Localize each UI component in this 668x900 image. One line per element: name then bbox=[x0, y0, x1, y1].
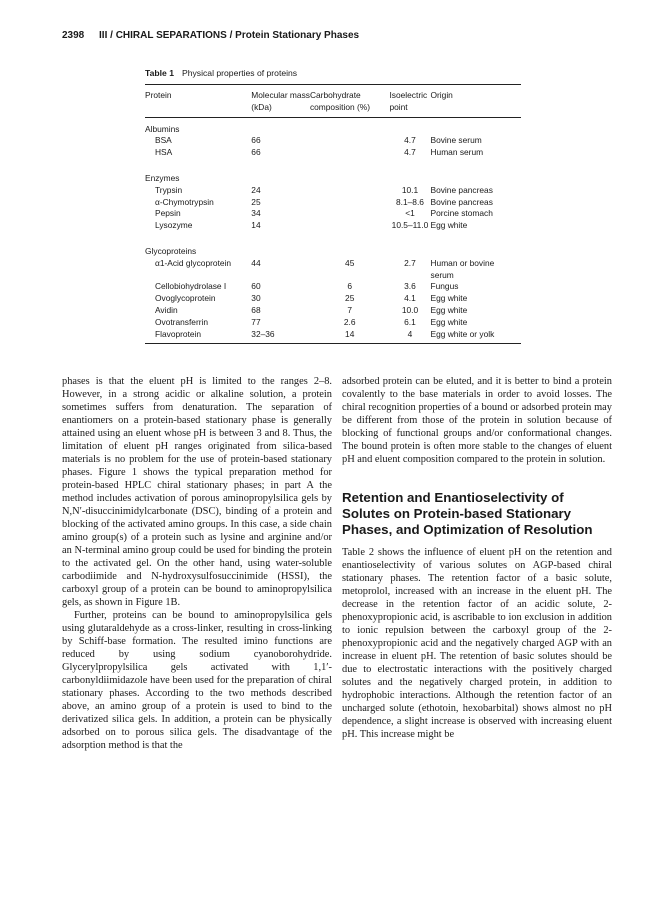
group-heading-row bbox=[145, 124, 521, 136]
paragraph: adsorbed protein can be eluted, and it is better to bind a protein covalently to the base materials in order to avoid losses. The chiral recognition properties of a bound or adsorbed protein may be different from those of the protein in solution because of blocking of functional groups and/or conformational changes. The bound protein is often more stable to the changes of eluent pH and eluent composition compared to the protein in solution. bbox=[342, 376, 612, 466]
group-albumins: Albumins bbox=[145, 123, 180, 134]
group-heading-row bbox=[145, 246, 521, 258]
paragraph: Further, proteins can be bound to aminopropylsilica gels using glutaraldehyde as a cross-linker, resulting in cross-linking by Schiff-base formation. The resulted imino functions are reduced by using sodium cyanoborohydride. Glycerylpropylsilica gels activated with 1,1′-carbonyldiimidazole have been used for the preparation of chiral stationary phases. According to the two methods described above, an amino group of a protein is used to bind to the derivatized silica gels. In addition, a protein can be physically adsorbed on to porous silica gels. The disadvantage of the adsorption method is that the bbox=[62, 610, 332, 752]
table-row: HSA 66 4.7 Human serum bbox=[155, 147, 484, 158]
left-column bbox=[62, 375, 332, 752]
header-carb: Carbohydrate composition (%) bbox=[309, 90, 370, 112]
page-number: 2398 bbox=[62, 30, 85, 41]
table-row: Lysozyme 14 10.5–11.0 Egg white bbox=[155, 220, 468, 231]
header-mw: Molecular mass (kDa) bbox=[251, 90, 310, 112]
table-row: Ovoglycoprotein 30 25 4.1 Egg white bbox=[155, 293, 468, 304]
table-row: Avidin 68 7 10.0 Egg white bbox=[155, 304, 468, 315]
table-row: Trypsin 24 10.1 Bovine pancreas bbox=[155, 184, 493, 195]
table-row: Pepsin 34 <1 Porcine stomach bbox=[155, 208, 493, 219]
table-row: Flavoprotein 32–36 14 4 Egg white or yolk bbox=[155, 328, 495, 339]
table-caption bbox=[145, 68, 521, 78]
table-row: BSA 66 4.7 Bovine serum bbox=[155, 135, 482, 146]
table-row: Ovotransferrin 77 2.6 6.1 Egg white bbox=[155, 316, 468, 327]
table-bottom-rule bbox=[145, 343, 521, 344]
table-header-row bbox=[145, 85, 521, 114]
header-protein: Protein bbox=[145, 90, 172, 100]
group-heading-row bbox=[145, 173, 521, 185]
running-title: III / CHIRAL SEPARATIONS / Protein Stationary Phases bbox=[99, 30, 360, 41]
table-row: α-Chymotrypsin 25 8.1–8.6 Bovine pancreas bbox=[155, 196, 493, 207]
table-row: α1-Acid glycoprotein 44 45 2.7 Human or bovine serum bbox=[155, 257, 495, 280]
group-glycoproteins: Glycoproteins bbox=[145, 245, 197, 256]
paragraph: phases is that the eluent pH is limited to the ranges 2–8. However, in a strong acidic or alkaline solution, a protein sometimes suffers from denaturation. The separation of enantiomers on a protein-based stationary phase is generally attained using an eluent whose pH is between 3 and 8. Thus, the limitation of eluent pH ranges originated from silica-based materials is no problem for the use of protein-based stationary phases. Figure 1 shows the typical preparation method for protein-based HPLC chiral stationary phases; in part A the method includes activation of porous aminopropylsilica gels by N,N′-disuccinimidylcarbonate (DSC), binding of a protein and blocking of the activated amino groups. In this case, a side chain amino group(s) of a protein such as lysine and arginine and/or an N-terminal amino group could be used for binding the protein to the activated gel. On the other hand, using water-soluble carbodiimide and N-hydroxysulfosuccinimide (HSSI), the carboxyl group of a protein can be bound to aminopropylsilica gels, as shown in Figure 1B. bbox=[62, 376, 332, 609]
table-caption-text: Physical properties of proteins bbox=[181, 68, 298, 78]
section-heading: Retention and Enantioselectivity of Solutes on Protein-based Stationary Phases, and Optimization of Resolution bbox=[342, 490, 593, 538]
properties-table bbox=[145, 85, 521, 344]
table-label: Table 1 bbox=[145, 68, 174, 78]
header-pi: Isoelectric point bbox=[389, 90, 428, 112]
table-row: Cellobiohydrolase I 60 6 3.6 Fungus bbox=[155, 281, 459, 292]
right-column bbox=[342, 375, 612, 741]
paragraph: Table 2 shows the influence of eluent pH on the retention and enantioselectivity of various solutes on AGP-based chiral stationary phases. The retention factor of a basic solute, metoprolol, increased with an increase in the eluent pH. The decrease in the retention factor of an acidic solute, 2-phenoxypropionic acid, is ascribable to ion exclusion in addition to ionic repulsion between the carboxyl group of the 2-phenoxypropionic acid and the negatively charged AGP with an increase in eluent pH. The retention of basic solutes should be due to electrostatic interactions with the positively charged solutes and the negatively charged protein, in addition to hydrophobic interactions. Although the retention factor of an uncharged solute (ethotoin, hexobarbital) shows almost no pH dependence, a slight increase is observed with increasing eluent pH. This increase might be bbox=[342, 547, 612, 741]
header-origin: Origin bbox=[430, 90, 453, 100]
running-header bbox=[62, 30, 359, 41]
group-enzymes: Enzymes bbox=[145, 172, 180, 183]
table-1 bbox=[145, 68, 521, 344]
